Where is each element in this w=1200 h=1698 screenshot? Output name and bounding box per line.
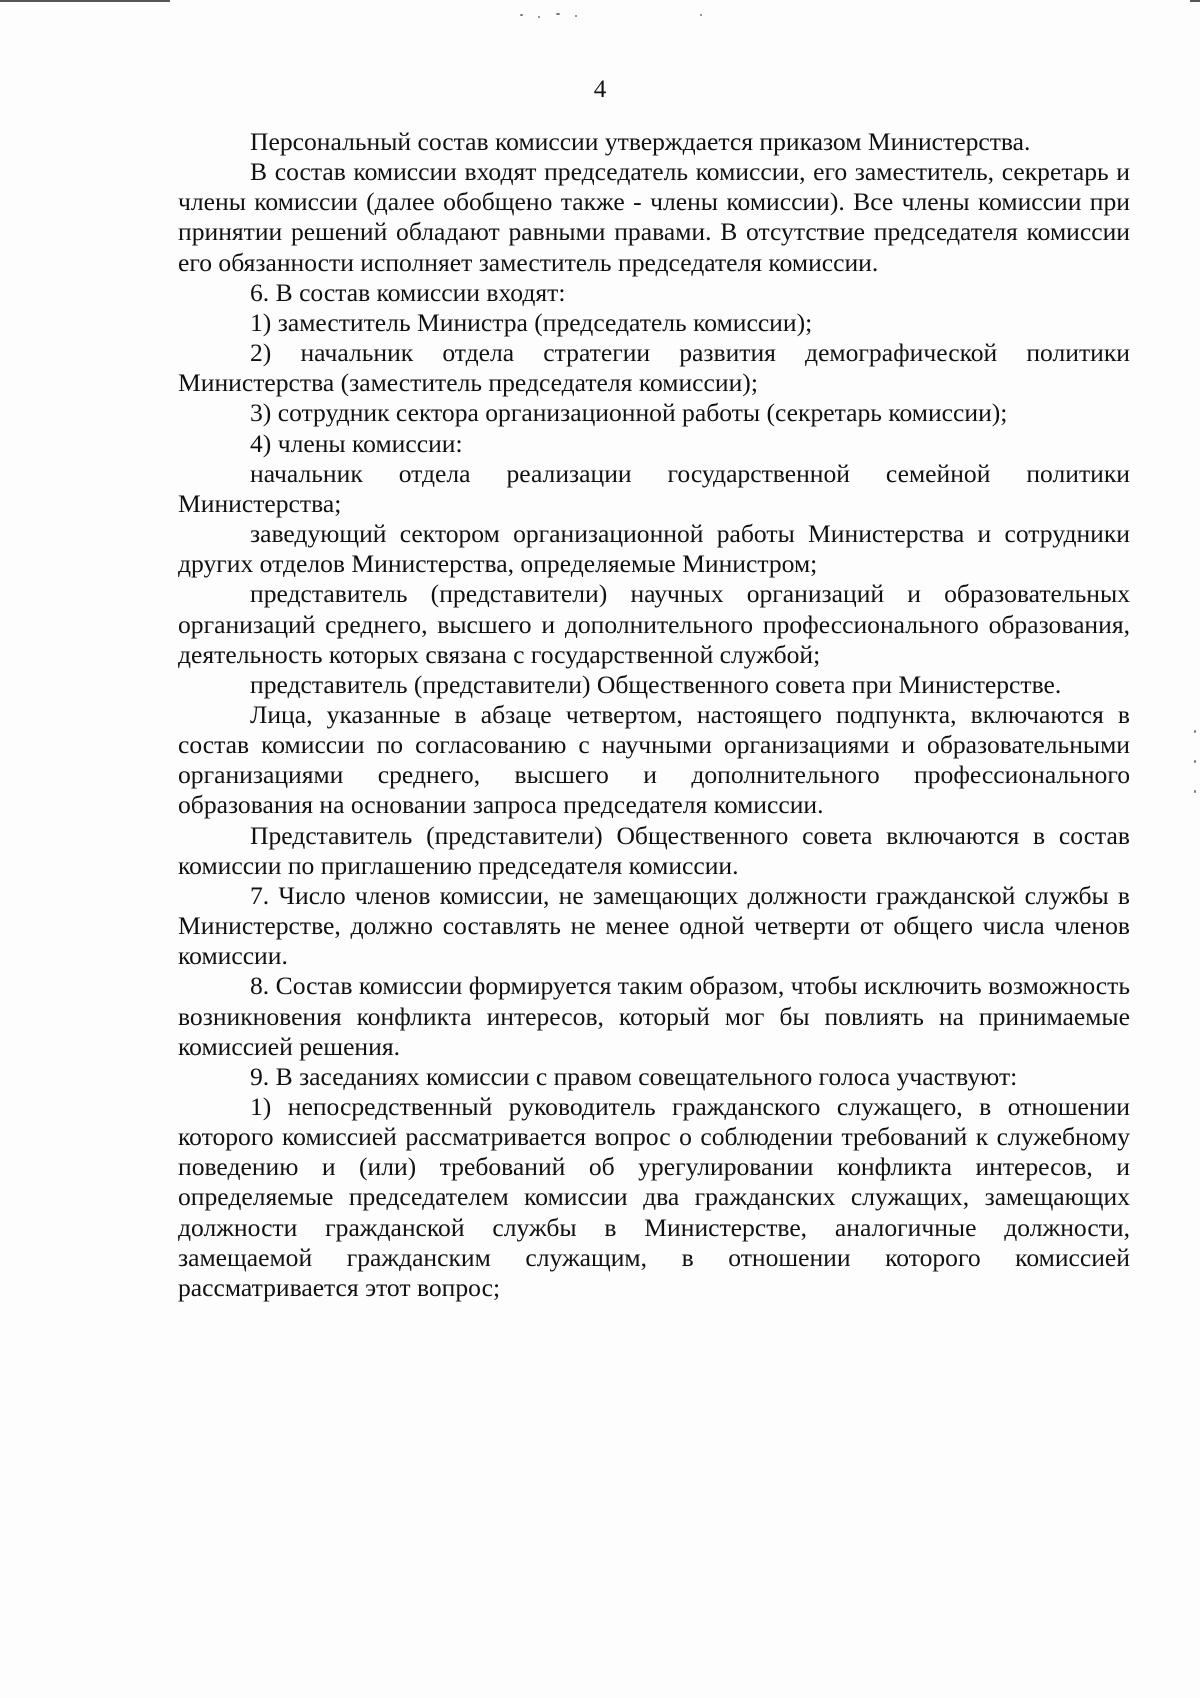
paragraph-item-9: 9. В заседаниях комиссии с правом совещательного голоса участвуют: (250, 1061, 1018, 1091)
scan-speck (1194, 760, 1196, 763)
paragraph-item-6: 6. В состав комиссии входят: (250, 277, 566, 307)
paragraph-item-6-4: 4) члены комиссии: (250, 428, 463, 458)
scan-speck (1194, 730, 1196, 733)
scan-speck (520, 14, 523, 16)
paragraph-item-6-2: 2) начальник отдела стратегии развития демографической политики Министерства (заместитель председателя комиссии); (178, 338, 1130, 398)
document-body (178, 127, 1130, 1303)
paragraph-member-family-policy: начальник отдела реализации государственной семейной политики Министерства; (178, 458, 1130, 518)
paragraph-member-public-council: представитель (представители) Общественного совета при Министерстве. (250, 669, 1062, 699)
paragraph-public-council-invitation: Представитель (представители) Общественного совета включаются в состав комиссии по приглашению председателя комиссии. (178, 820, 1130, 880)
scan-edge-line-left (0, 0, 170, 2)
scan-speck (575, 15, 577, 17)
scan-speck (556, 13, 560, 15)
paragraph-personal-composition: Персональный состав комиссии утверждается приказом Министерства. (250, 127, 1031, 156)
paragraph-item-6-3: 3) сотрудник сектора организационной работы (секретарь комиссии); (250, 398, 1008, 428)
scan-speck (1194, 790, 1196, 793)
paragraph-item-6-1: 1) заместитель Министра (председатель комиссии); (250, 307, 813, 337)
paragraph-persons-included: Лица, указанные в абзаце четвертом, настоящего подпункта, включаются в состав комиссии по согласованию с научными организациями и образовательными организациями среднего, высшего и дополнительного профессионального образования на основании запроса председателя комиссии. (178, 699, 1130, 820)
paragraph-item-7: 7. Число членов комиссии, не замещающих должности гражданской службы в Министерстве, должно составлять не менее одной четверти от общего числа членов комиссии. (178, 880, 1130, 971)
scan-edge-line-right (1190, 0, 1200, 2)
paragraph-commission-members: В состав комиссии входят председатель комиссии, его заместитель, секретарь и члены комиссии (далее обобщено также - члены комиссии). Все члены комиссии при принятии решений обладают равными правами. В отсутствие председателя комиссии его обязанности исполняет заместитель председателя комиссии. (178, 157, 1130, 277)
paragraph-member-sector-head: заведующий сектором организационной работы Министерства и сотрудники других отделов Министерства, определяемые Министром; (178, 519, 1130, 579)
paragraph-item-9-1: 1) непосредственный руководитель гражданского служащего, в отношении которого комиссией рассматривается вопрос о соблюдении требований к служебному поведению и (или) требований об урегулировании конфликта интересов, и определяемые председателем комиссии два гражданских служащих, замещающих должности гражданской службы в Министерстве, аналогичные должности, замещаемой гражданским служащим, в отношении которого комиссией рассматривается этот вопрос; (178, 1092, 1130, 1302)
paragraph-item-8: 8. Состав комиссии формируется таким образом, чтобы исключить возможность возникновения конфликта интересов, который мог бы повлиять на принимаемые комиссией решения. (178, 971, 1130, 1061)
paragraph-member-scientific: представитель (представители) научных организаций и образовательных организаций среднего, высшего и дополнительного профессионального образования, деятельность которых связана с государственной службой; (178, 579, 1130, 669)
page-number: 4 (593, 76, 607, 103)
scan-speck (538, 16, 540, 18)
scan-speck (700, 14, 702, 16)
